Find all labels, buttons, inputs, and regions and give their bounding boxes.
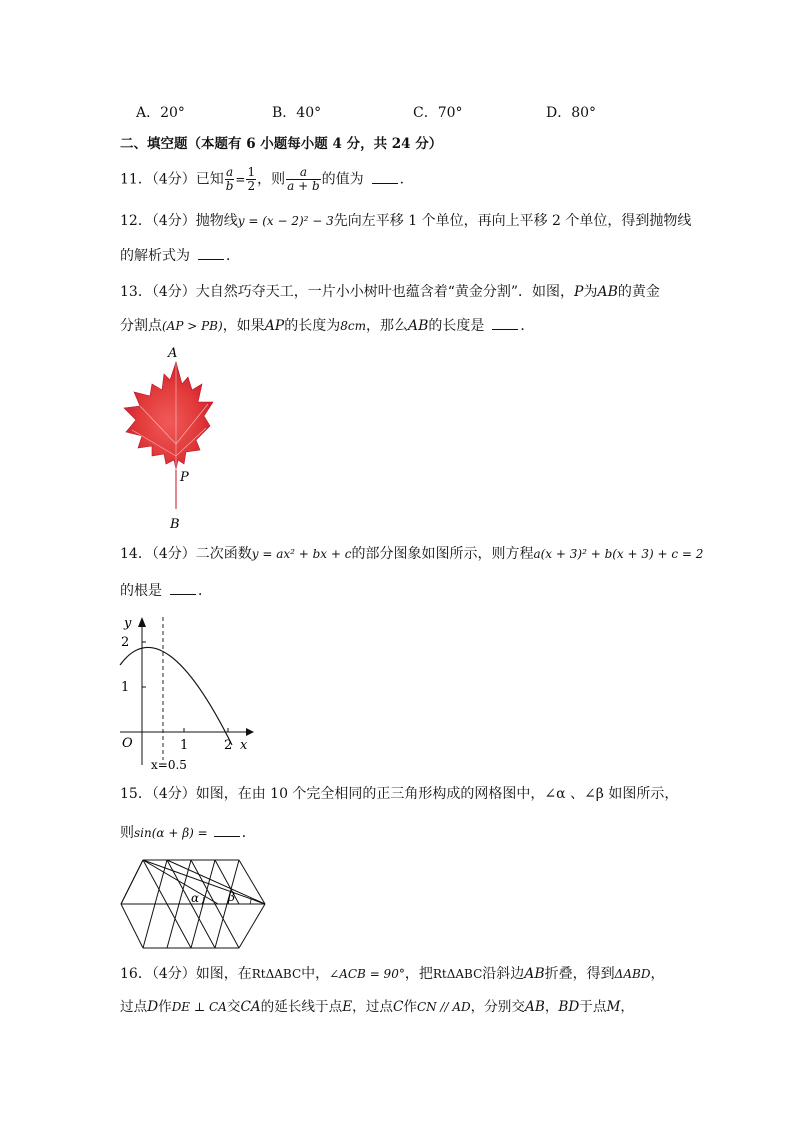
question-13-line2 (120, 316, 534, 336)
q11-fraction-expr (286, 166, 321, 193)
q16-l2-mid8: 于点 (579, 999, 607, 1015)
y-axis-arrow (138, 617, 146, 627)
q16-m: M (606, 999, 621, 1015)
x-axis-label: x (240, 738, 248, 753)
parabola-curve (120, 647, 232, 745)
q13-len: 8cm (340, 319, 366, 333)
leaf-label-b: B (170, 517, 180, 532)
q13-ab: AB (597, 284, 618, 300)
q11-end: ． (399, 171, 414, 188)
tick-x1-label: 1 (180, 738, 189, 753)
y-axis-label: y (124, 616, 132, 631)
q15-end: ． (241, 825, 256, 841)
q16-l2-mid2: 交 (226, 999, 241, 1015)
q11-frac2-num: 1 (247, 165, 256, 179)
q16-par: CN // AD (416, 1000, 471, 1014)
q16-abd: ΔABD (614, 967, 651, 981)
q13-cond: (AP > PB) (162, 319, 223, 333)
q16-mid2: ，把 (404, 966, 433, 982)
question-14-line2 (120, 581, 212, 601)
q13-end: ． (520, 318, 535, 334)
q16-l2-mid5: 作 (403, 999, 417, 1015)
option-d: D．80° (546, 105, 597, 121)
question-12-line1 (120, 211, 691, 231)
q13-ap: AP (264, 318, 285, 334)
question-12-line2 (120, 246, 240, 266)
q11-frac2-den: 2 (247, 179, 256, 193)
question-13-line1 (120, 282, 660, 302)
q15-expr: sin(α + β) = (134, 826, 208, 840)
q13-line1-prefix: 13．（4分）大自然巧夺天工，一片小小树叶也蕴含着“黄金分割”．如图， (120, 284, 575, 300)
q16-rt1: RtΔABC (251, 967, 302, 981)
q13-suffix: 的长度是 (428, 318, 485, 334)
q11-prefix: 11．（4分）已知 (120, 171, 224, 188)
alpha-label: α (191, 891, 200, 905)
q13-answer-blank[interactable] (492, 317, 518, 330)
leaf-label-a: A (168, 346, 178, 361)
q16-ab2: AB (525, 999, 545, 1015)
question-15-line2 (120, 823, 256, 843)
q16-l2-mid6: ，分别交 (470, 999, 525, 1015)
beta-label: β (228, 890, 235, 904)
origin-label: O (122, 736, 133, 751)
q16-prefix: 16．（4分）如图，在 (120, 966, 252, 982)
q16-ab: AB (524, 966, 545, 982)
tick-x2-label: 2 (224, 738, 233, 753)
q16-l2-prefix: 过点 (120, 999, 148, 1015)
q14-equation: a(x + 3)² + b(x + 3) + c = 2 (533, 547, 704, 561)
q13-mid3: ，那么 (365, 318, 408, 334)
q11-eq: = (235, 172, 246, 187)
parabola-graph (118, 615, 258, 775)
q13-mid1: ，如果 (222, 318, 265, 334)
x-axis-arrow (246, 728, 254, 736)
q16-l2-mid7: ， (544, 999, 559, 1015)
q16-ca: CA (240, 999, 261, 1015)
q12-suffix: 先向左平移 1 个单位，再向上平移 2 个单位，得到抛物线 (333, 213, 692, 229)
q16-d: D (147, 999, 159, 1015)
leaf-label-p: P (180, 470, 189, 485)
q11-answer-blank[interactable] (372, 171, 398, 184)
q16-mid3: 沿斜边 (482, 966, 525, 982)
q16-bd: BD (558, 999, 580, 1015)
beta-arc (250, 899, 251, 904)
q11-frac3-den: a + b (287, 179, 320, 193)
tick-y2-label: 2 (121, 635, 130, 650)
q15-answer-blank[interactable] (214, 824, 240, 837)
q13-mid2: 的长度为 (284, 318, 341, 334)
q13-p: P (574, 284, 584, 300)
q11-frac1-den: b (225, 179, 234, 193)
q14-end: ． (198, 583, 212, 599)
q16-line1-end: ， (650, 966, 665, 982)
q16-angle: ∠ACB = 90° (329, 967, 405, 981)
q11-frac3-num: a (286, 166, 321, 180)
q16-mid1: 中， (301, 966, 330, 982)
q14-mid: 的部分图象如图所示，则方程 (351, 546, 534, 562)
symmetry-axis-label: x=0.5 (151, 758, 187, 772)
q15-prefix: 则 (120, 825, 134, 841)
option-c: C．70° (413, 105, 463, 121)
q16-l2-mid1: 作 (158, 999, 172, 1015)
tick-y1-label: 1 (121, 680, 130, 695)
option-a: A．20° (136, 105, 185, 121)
q11-fraction-half (246, 166, 256, 193)
question-14-line1 (120, 544, 703, 564)
question-11 (120, 166, 414, 193)
q16-mid4: 折叠，得到 (544, 966, 615, 982)
q13-line1-mid: 为 (583, 284, 598, 300)
q12-prefix: 12．（4分）抛物线 (120, 213, 238, 229)
triangle-grid-figure (118, 856, 272, 952)
question-16-line2 (120, 997, 634, 1017)
q14-line2: 的根是 (120, 583, 162, 599)
question-15-line1: 15．（4分）如图，在由 10 个完全相同的正三角形构成的网格图中，∠α 、∠β 如图所示， (120, 786, 679, 802)
q16-l2-mid4: ，过点 (352, 999, 393, 1015)
q13-line1-suffix: 的黄金 (617, 284, 660, 300)
maple-leaf-figure (118, 344, 218, 534)
q11-frac1-num: a (226, 165, 234, 179)
q11-mid: ，则 (257, 171, 286, 188)
q14-func: y = ax² + bx + c (251, 547, 352, 561)
q12-line2: 的解析式为 (120, 248, 190, 264)
q12-end: ． (226, 248, 240, 264)
q16-l2-end: ， (620, 999, 634, 1015)
q14-answer-blank[interactable] (170, 582, 196, 595)
question-16-line1 (120, 964, 664, 984)
option-b: B．40° (272, 105, 322, 121)
q12-answer-blank[interactable] (198, 247, 224, 260)
q11-suffix: 的值为 (321, 171, 364, 188)
q13-line2-prefix: 分割点 (120, 318, 162, 334)
q14-prefix: 14．（4分）二次函数 (120, 546, 252, 562)
maple-leaf-shape (124, 362, 213, 470)
section-heading: 二、填空题（本题有 6 小题每小题 4 分，共 24 分） (120, 136, 443, 152)
q13-ab2: AB (407, 318, 429, 334)
q16-perp: DE ⊥ CA (171, 1000, 227, 1014)
q12-formula: y = (x − 2)² − 3 (237, 214, 334, 228)
q11-fraction-a-over-b (225, 166, 235, 193)
q16-l2-mid3: 的延长线于点 (260, 999, 343, 1015)
q16-c: C (392, 999, 404, 1015)
q16-e: E (342, 999, 353, 1015)
q16-rt2: RtΔABC (432, 967, 483, 981)
